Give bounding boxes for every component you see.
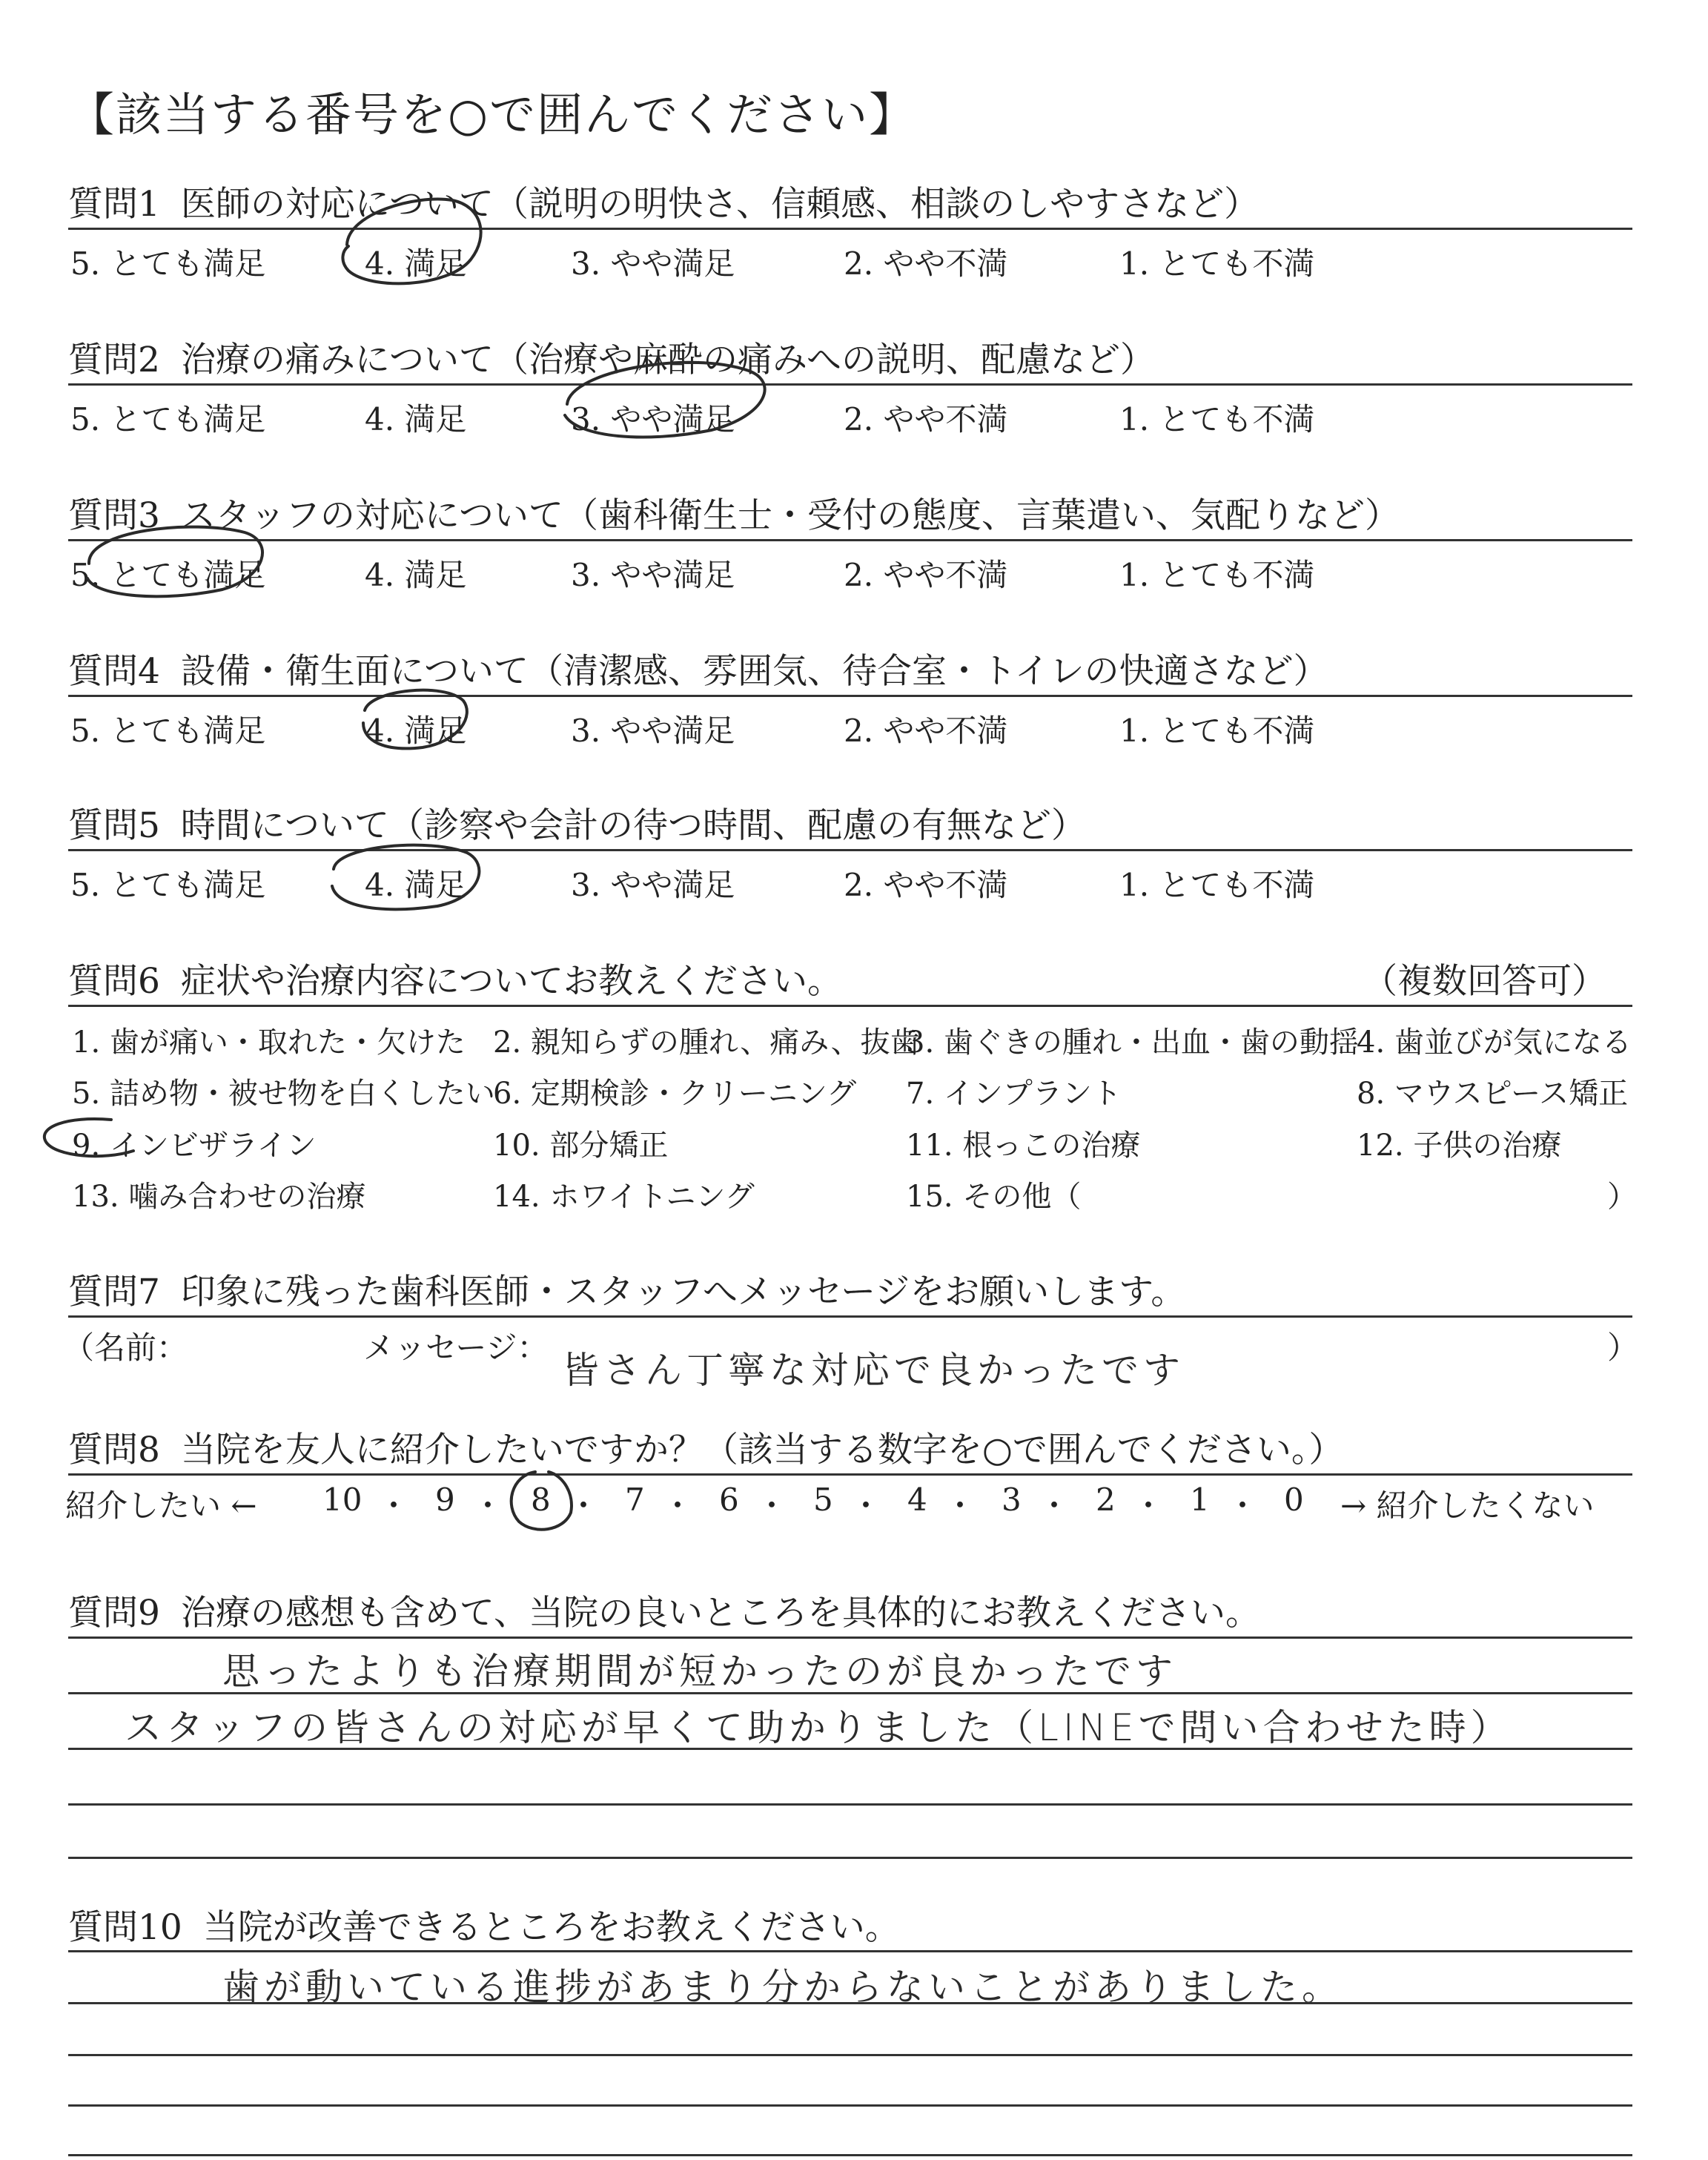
q5-option-5[interactable]: 5. とても満足 <box>70 867 266 903</box>
q6-option-4[interactable]: 4. 歯並びが気になる <box>1357 1025 1632 1060</box>
q6-other-close-paren: ） <box>1607 1180 1637 1214</box>
question-2 <box>68 332 1155 382</box>
q10-answer-line-1: 歯が動いている進捗があまり分からないことがありました。 <box>222 1966 1343 2009</box>
q6-option-12[interactable]: 12. 子供の治療 <box>1357 1129 1562 1163</box>
q4-option-1[interactable]: 1. とても不満 <box>1119 713 1315 749</box>
question-7-number: 質問7 <box>68 1272 160 1312</box>
q8-scale-3[interactable]: 3 <box>1002 1482 1022 1518</box>
q7-name-label: （名前： <box>63 1330 188 1366</box>
question-4-text: 設備・衛生面について（清潔感、雰囲気、待合室・トイレの快適さなど） <box>180 651 1328 692</box>
q8-separator: ・ <box>1133 1487 1165 1524</box>
q6-option-5[interactable]: 5. 詰め物・被せ物を白くしたい <box>72 1077 495 1111</box>
q6-option-11[interactable]: 11. 根っこの治療 <box>906 1129 1141 1163</box>
q6-option-8[interactable]: 8. マウスピース矯正 <box>1357 1077 1629 1111</box>
q3-option-4[interactable]: 4. 満足 <box>365 557 467 593</box>
q8-scale-0[interactable]: 0 <box>1284 1482 1304 1518</box>
q8-right-label: → 紹介したくない <box>1340 1487 1595 1524</box>
q8-scale-5[interactable]: 5 <box>813 1482 833 1518</box>
question-6 <box>68 954 842 1003</box>
question-9 <box>68 1585 1260 1635</box>
q8-separator: ・ <box>944 1487 976 1524</box>
q9-answer-rule <box>68 1748 1632 1750</box>
q8-separator: ・ <box>850 1487 882 1524</box>
question-9-rule <box>68 1636 1632 1639</box>
q7-message-label: メッセージ： <box>363 1330 549 1366</box>
q6-option-2[interactable]: 2. 親知らずの腫れ、痛み、抜歯 <box>493 1025 920 1060</box>
q8-separator: ・ <box>568 1487 600 1524</box>
question-5-rule <box>68 849 1632 851</box>
q8-scale-10[interactable]: 10 <box>322 1482 363 1518</box>
question-10-rule <box>68 1950 1632 1952</box>
q9-answer-line-1: 思ったよりも治療期間が短かったのが良かったです <box>222 1650 1177 1693</box>
question-6-text: 症状や治療内容についてお教えください。 <box>180 961 842 1002</box>
question-7-rule <box>68 1315 1632 1318</box>
q8-separator: ・ <box>472 1487 504 1524</box>
q9-answer-rule <box>68 1803 1632 1806</box>
question-3-text: スタッフの対応について（歯科衛生士・受付の態度、言葉遣い、気配りなど） <box>180 495 1400 536</box>
question-1-number: 質問1 <box>68 184 160 225</box>
q6-option-15[interactable]: 15. その他（ <box>906 1180 1082 1214</box>
q7-handwritten-message: 皆さん丁寧な対応で良かったです <box>562 1349 1185 1392</box>
q7-close-paren: ） <box>1607 1330 1639 1366</box>
question-9-number: 質問9 <box>68 1593 160 1634</box>
q9-answer-rule <box>68 1692 1632 1694</box>
q10-answer-rule <box>68 2154 1632 2156</box>
question-3-number: 質問3 <box>68 495 160 536</box>
q3-option-2[interactable]: 2. やや不満 <box>844 557 1008 593</box>
q2-option-1[interactable]: 1. とても不満 <box>1119 401 1315 437</box>
q3-option-3[interactable]: 3. やや満足 <box>571 557 735 593</box>
q6-option-9[interactable]: 9. インビザライン <box>72 1129 317 1163</box>
question-10 <box>68 1900 900 1949</box>
question-5 <box>68 798 1086 848</box>
question-5-number: 質問5 <box>68 805 160 846</box>
q9-answer-rule <box>68 1857 1632 1859</box>
q6-option-7[interactable]: 7. インプラント <box>906 1077 1122 1111</box>
q8-scale-1[interactable]: 1 <box>1190 1482 1210 1518</box>
q8-separator: ・ <box>1227 1487 1259 1524</box>
q2-option-5[interactable]: 5. とても満足 <box>70 401 266 437</box>
q4-option-2[interactable]: 2. やや不満 <box>844 713 1008 749</box>
q2-option-3[interactable]: 3. やや満足 <box>571 401 735 437</box>
q10-answer-rule <box>68 2002 1632 2004</box>
q1-option-1[interactable]: 1. とても不満 <box>1119 245 1315 282</box>
question-10-number: 質問10 <box>68 1907 182 1948</box>
q8-separator: ・ <box>756 1487 788 1524</box>
q8-separator: ・ <box>378 1487 410 1524</box>
question-1-rule <box>68 228 1632 230</box>
q10-answer-rule <box>68 2054 1632 2056</box>
question-5-text: 時間について（診察や会計の待つ時間、配慮の有無など） <box>180 805 1086 846</box>
q8-separator: ・ <box>662 1487 694 1524</box>
question-1 <box>68 176 1259 226</box>
q1-option-5[interactable]: 5. とても満足 <box>70 245 266 282</box>
q4-option-4[interactable]: 4. 満足 <box>365 713 467 749</box>
question-8-number: 質問8 <box>68 1430 160 1470</box>
q10-answer-rule <box>68 2104 1632 2107</box>
q5-option-3[interactable]: 3. やや満足 <box>571 867 735 903</box>
question-6-note: （複数回答可） <box>1363 961 1606 1002</box>
q2-option-4[interactable]: 4. 満足 <box>365 401 467 437</box>
page-title: 【該当する番号を○で囲んでください】 <box>68 87 917 142</box>
q1-option-2[interactable]: 2. やや不満 <box>844 245 1008 282</box>
q8-left-label: 紹介したい ← <box>65 1487 257 1524</box>
question-3 <box>68 488 1400 538</box>
q8-scale-7[interactable]: 7 <box>625 1482 645 1518</box>
question-4 <box>68 644 1328 693</box>
question-4-rule <box>68 695 1632 697</box>
q4-option-5[interactable]: 5. とても満足 <box>70 713 266 749</box>
question-6-rule <box>68 1005 1632 1007</box>
question-10-text: 当院が改善できるところをお教えください。 <box>202 1907 900 1948</box>
q8-scale-4[interactable]: 4 <box>907 1482 927 1518</box>
q1-option-4[interactable]: 4. 満足 <box>365 245 467 282</box>
q6-option-14[interactable]: 14. ホワイトニング <box>493 1180 755 1214</box>
q5-option-1[interactable]: 1. とても不満 <box>1119 867 1315 903</box>
q6-option-6[interactable]: 6. 定期検診・クリーニング <box>493 1077 857 1111</box>
q8-scale-8[interactable]: 8 <box>531 1482 551 1518</box>
question-7 <box>68 1264 1185 1314</box>
q8-separator: ・ <box>1039 1487 1070 1524</box>
question-8-text: 当院を友人に紹介したいですか？（該当する数字を○で囲んでください。） <box>180 1430 1344 1470</box>
q6-option-10[interactable]: 10. 部分矯正 <box>493 1129 669 1163</box>
question-8 <box>68 1422 1343 1472</box>
q8-scale-2[interactable]: 2 <box>1096 1482 1116 1518</box>
q9-answer-line-2: スタッフの皆さんの対応が早くて助かりました（LINEで問い合わせた時） <box>125 1706 1512 1749</box>
q2-option-2[interactable]: 2. やや不満 <box>844 401 1008 437</box>
q1-option-3[interactable]: 3. やや満足 <box>571 245 735 282</box>
question-6-number: 質問6 <box>68 961 160 1002</box>
q5-option-2[interactable]: 2. やや不満 <box>844 867 1008 903</box>
question-3-rule <box>68 539 1632 541</box>
question-1-text: 医師の対応について（説明の明快さ、信頼感、相談のしやすさなど） <box>180 184 1260 225</box>
q6-option-13[interactable]: 13. 噛み合わせの治療 <box>72 1180 366 1214</box>
q5-option-4[interactable]: 4. 満足 <box>365 867 467 903</box>
question-2-text: 治療の痛みについて（治療や麻酔の痛みへの説明、配慮など） <box>180 340 1156 380</box>
question-2-rule <box>68 383 1632 386</box>
q8-scale-9[interactable]: 9 <box>435 1482 455 1518</box>
question-7-text: 印象に残った歯科医師・スタッフへメッセージをお願いします。 <box>180 1272 1186 1312</box>
question-2-number: 質問2 <box>68 340 160 380</box>
q6-option-3[interactable]: 3. 歯ぐきの腫れ・出血・歯の動揺 <box>906 1025 1359 1060</box>
question-8-rule <box>68 1473 1632 1476</box>
q3-option-5[interactable]: 5. とても満足 <box>70 557 266 593</box>
question-4-number: 質問4 <box>68 651 160 692</box>
q6-option-1[interactable]: 1. 歯が痛い・取れた・欠けた <box>72 1025 466 1060</box>
q4-option-3[interactable]: 3. やや満足 <box>571 713 735 749</box>
q8-scale-6[interactable]: 6 <box>719 1482 739 1518</box>
question-9-text: 治療の感想も含めて、当院の良いところを具体的にお教えください。 <box>180 1593 1260 1634</box>
q3-option-1[interactable]: 1. とても不満 <box>1119 557 1315 593</box>
